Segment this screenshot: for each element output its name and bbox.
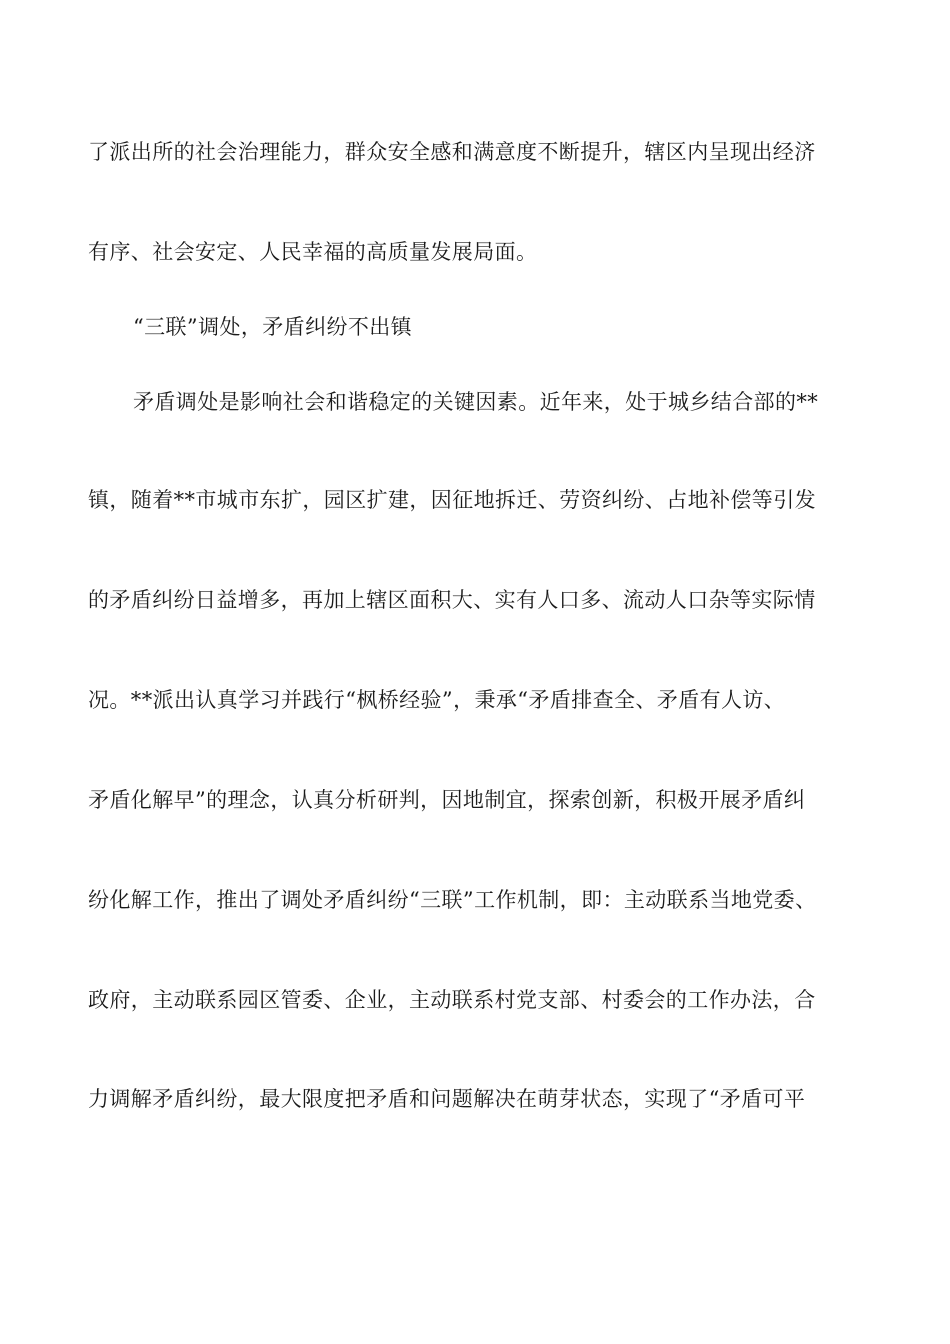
paragraph-line-5: 的矛盾纠纷日益增多，再加上辖区面积大、实有人口多、流动人口杂等实际情	[88, 588, 816, 612]
paragraph-line-7: 矛盾化解早”的理念，认真分析研判，因地制宜，探索创新，积极开展矛盾纠	[88, 788, 806, 812]
paragraph-line-1: 了派出所的社会治理能力，群众安全感和满意度不断提升，辖区内呈现出经济	[88, 140, 816, 164]
paragraph-line-8: 纷化解工作，推出了调处矛盾纠纷“三联”工作机制，即：主动联系当地党委、	[88, 888, 817, 912]
section-heading: “三联”调处，矛盾纠纷不出镇	[133, 315, 413, 339]
paragraph-line-2: 有序、社会安定、人民幸福的高质量发展局面。	[88, 240, 538, 264]
paragraph-line-9: 政府，主动联系园区管委、企业，主动联系村党支部、村委会的工作办法，合	[88, 988, 816, 1012]
paragraph-line-6: 况。**派出认真学习并践行“枫桥经验”，秉承“矛盾排查全、矛盾有人访、	[88, 688, 786, 712]
paragraph-line-4: 镇，随着**市城市东扩，园区扩建，因征地拆迁、劳资纠纷、占地补偿等引发	[88, 488, 816, 512]
paragraph-line-10: 力调解矛盾纠纷，最大限度把矛盾和问题解决在萌芽状态，实现了“矛盾可平	[88, 1087, 806, 1111]
paragraph-line-3: 矛盾调处是影响社会和谐稳定的关键因素。近年来，处于城乡结合部的**	[133, 390, 819, 414]
